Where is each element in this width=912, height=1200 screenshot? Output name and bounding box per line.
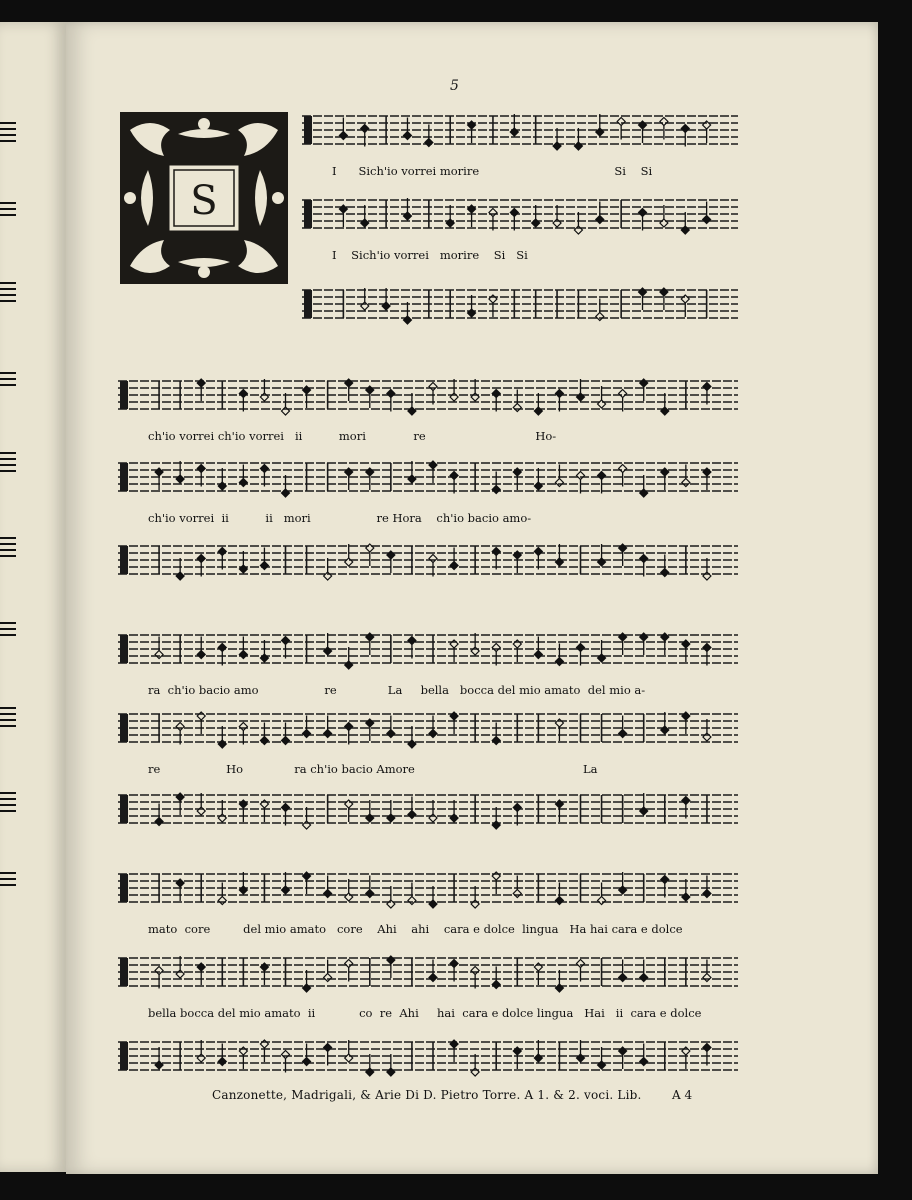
staff-4: [118, 373, 738, 423]
note: [661, 407, 669, 415]
note: [345, 661, 353, 669]
note: [345, 379, 353, 387]
clef: [304, 200, 312, 228]
staff-6: [118, 538, 738, 588]
note: [429, 730, 437, 738]
signature-mark: A 4: [672, 1088, 693, 1102]
note: [471, 967, 479, 975]
note: [640, 974, 648, 982]
clef: [304, 116, 312, 144]
note: [555, 984, 563, 992]
note: [596, 313, 604, 321]
clef: [120, 635, 128, 663]
note: [513, 640, 521, 648]
note: [239, 800, 247, 808]
note: [703, 121, 711, 129]
note: [218, 1058, 226, 1066]
note: [492, 981, 500, 989]
note: [534, 407, 542, 415]
note: [408, 740, 416, 748]
note: [197, 1054, 205, 1062]
note: [260, 465, 268, 473]
note: [492, 390, 500, 398]
note: [339, 205, 347, 213]
note: [555, 390, 563, 398]
page-number: 5: [450, 78, 459, 94]
note: [553, 219, 561, 227]
note: [387, 900, 395, 908]
note: [450, 960, 458, 968]
note: [619, 730, 627, 738]
note: [450, 562, 458, 570]
note: [639, 288, 647, 296]
note: [577, 644, 585, 652]
note: [361, 125, 369, 133]
staff-7: [118, 627, 738, 677]
note: [555, 800, 563, 808]
note: [197, 712, 205, 720]
note: [324, 572, 332, 580]
note: [155, 818, 163, 826]
note: [510, 128, 518, 136]
note: [361, 219, 369, 227]
clef: [120, 463, 128, 491]
note: [239, 1047, 247, 1055]
note: [703, 890, 711, 898]
note: [282, 804, 290, 812]
note: [361, 302, 369, 310]
note: [661, 633, 669, 641]
note: [408, 637, 416, 645]
note: [703, 974, 711, 982]
note: [619, 974, 627, 982]
note: [339, 132, 347, 140]
note: [403, 316, 411, 324]
note: [345, 893, 353, 901]
note: [239, 723, 247, 731]
note: [303, 386, 311, 394]
note: [682, 1047, 690, 1055]
staff-10: [118, 866, 738, 916]
note: [429, 900, 437, 908]
note: [450, 640, 458, 648]
note: [429, 814, 437, 822]
note: [403, 212, 411, 220]
note: [450, 1040, 458, 1048]
note: [429, 461, 437, 469]
note: [429, 383, 437, 391]
note: [598, 1061, 606, 1069]
clef: [120, 1042, 128, 1070]
note: [366, 633, 374, 641]
note: [492, 821, 500, 829]
note: [574, 226, 582, 234]
note: [661, 726, 669, 734]
note: [176, 723, 184, 731]
clef: [304, 290, 312, 318]
note: [492, 548, 500, 556]
note: [260, 393, 268, 401]
note: [555, 658, 563, 666]
note: [661, 569, 669, 577]
clef: [120, 958, 128, 986]
lyric-line-11: bella bocca del mio amato ii co re Ahi hai cara e dolce lingua Hai ii cara e dolce: [148, 1006, 702, 1020]
note: [239, 479, 247, 487]
note: [324, 1044, 332, 1052]
note: [534, 963, 542, 971]
note: [345, 1054, 353, 1062]
note: [324, 647, 332, 655]
note: [324, 730, 332, 738]
note: [703, 468, 711, 476]
note: [366, 890, 374, 898]
note: [197, 807, 205, 815]
note: [425, 139, 433, 147]
note: [640, 379, 648, 387]
note: [598, 897, 606, 905]
note: [260, 562, 268, 570]
note: [450, 472, 458, 480]
note: [260, 1040, 268, 1048]
note: [619, 465, 627, 473]
note: [387, 390, 395, 398]
note: [617, 118, 625, 126]
note: [703, 1044, 711, 1052]
note: [639, 121, 647, 129]
lyric-line-7: ra ch'io bacio amo re La bella bocca del mio amato del mio a-: [148, 683, 646, 697]
note: [282, 1051, 290, 1059]
note: [661, 876, 669, 884]
note: [366, 544, 374, 552]
note: [703, 216, 711, 224]
note: [155, 651, 163, 659]
note: [555, 719, 563, 727]
lyric-line-1: I Sich'io vorrei morire Si Si: [332, 164, 653, 178]
note: [282, 886, 290, 894]
note: [640, 489, 648, 497]
note: [176, 475, 184, 483]
lyric-line-5: ch'io vorrei ii ii mori re Hora ch'io bacio amo-: [148, 511, 532, 525]
note: [682, 479, 690, 487]
note: [387, 730, 395, 738]
note: [345, 800, 353, 808]
note: [492, 644, 500, 652]
note: [492, 737, 500, 745]
note: [682, 797, 690, 805]
note: [239, 651, 247, 659]
note: [408, 475, 416, 483]
note: [197, 465, 205, 473]
note: [282, 489, 290, 497]
note: [218, 740, 226, 748]
note: [366, 719, 374, 727]
note: [661, 468, 669, 476]
note: [577, 960, 585, 968]
note: [577, 393, 585, 401]
lyric-line-8: re Ho ra ch'io bacio Amore La: [148, 762, 598, 776]
note: [555, 897, 563, 905]
footer-title: Canzonette, Madrigali, & Arie Di D. Pietro Torre. A 1. & 2. voci. Lib.: [212, 1088, 642, 1102]
note: [176, 572, 184, 580]
note: [218, 644, 226, 652]
note: [450, 393, 458, 401]
staff-1: [302, 108, 738, 158]
note: [639, 209, 647, 217]
note: [403, 132, 411, 140]
note: [513, 804, 521, 812]
initial-letter: S: [190, 178, 218, 224]
note: [260, 737, 268, 745]
note: [598, 472, 606, 480]
note: [408, 897, 416, 905]
note: [510, 209, 518, 217]
note: [282, 407, 290, 415]
note: [513, 1047, 521, 1055]
note: [450, 712, 458, 720]
left-page-music-fragments: [0, 22, 30, 1172]
note: [598, 558, 606, 566]
note: [303, 821, 311, 829]
staff-12: [118, 1034, 738, 1084]
note: [534, 1054, 542, 1062]
note: [345, 468, 353, 476]
note: [429, 555, 437, 563]
note: [218, 482, 226, 490]
note: [260, 654, 268, 662]
note: [471, 647, 479, 655]
clef: [120, 381, 128, 409]
note: [260, 963, 268, 971]
note: [468, 205, 476, 213]
note: [387, 814, 395, 822]
note: [703, 733, 711, 741]
note: [218, 814, 226, 822]
note: [471, 393, 479, 401]
note: [260, 800, 268, 808]
clef: [120, 714, 128, 742]
note: [345, 960, 353, 968]
note: [681, 226, 689, 234]
note: [197, 651, 205, 659]
note: [619, 544, 627, 552]
note: [468, 309, 476, 317]
note: [513, 468, 521, 476]
note: [303, 1058, 311, 1066]
note: [489, 209, 497, 217]
note: [324, 890, 332, 898]
lyric-line-4: ch'io vorrei ch'io vorrei ii mori re Ho-: [148, 429, 557, 443]
staff-9: [118, 787, 738, 837]
note: [682, 712, 690, 720]
note: [619, 633, 627, 641]
note: [534, 651, 542, 659]
note: [660, 219, 668, 227]
note: [577, 472, 585, 480]
note: [640, 807, 648, 815]
note: [660, 118, 668, 126]
note: [345, 723, 353, 731]
note: [555, 479, 563, 487]
clef: [120, 546, 128, 574]
note: [574, 142, 582, 150]
note: [366, 814, 374, 822]
note: [239, 886, 247, 894]
note: [176, 793, 184, 801]
note: [534, 548, 542, 556]
note: [155, 967, 163, 975]
note: [513, 890, 521, 898]
note: [366, 1068, 374, 1076]
note: [155, 1061, 163, 1069]
note: [324, 974, 332, 982]
note: [366, 468, 374, 476]
note: [598, 400, 606, 408]
note: [471, 900, 479, 908]
note: [682, 893, 690, 901]
note: [176, 970, 184, 978]
staff-2: [302, 192, 738, 242]
note: [640, 1058, 648, 1066]
note: [640, 633, 648, 641]
note: [450, 814, 458, 822]
lyric-line-2: I Sich'io vorrei morire Si Si: [332, 248, 528, 262]
note: [619, 1047, 627, 1055]
note: [303, 984, 311, 992]
note: [660, 288, 668, 296]
note: [471, 1068, 479, 1076]
note: [703, 383, 711, 391]
note: [468, 121, 476, 129]
note: [619, 886, 627, 894]
staff-3: [302, 282, 738, 332]
note: [489, 295, 497, 303]
note: [282, 737, 290, 745]
note: [492, 872, 500, 880]
note: [239, 390, 247, 398]
note: [513, 404, 521, 412]
decorated-initial: [118, 110, 290, 286]
note: [387, 1068, 395, 1076]
note: [681, 125, 689, 133]
note: [703, 572, 711, 580]
staff-8: [118, 706, 738, 756]
note: [282, 637, 290, 645]
note: [218, 548, 226, 556]
note: [492, 486, 500, 494]
note: [619, 390, 627, 398]
note: [387, 551, 395, 559]
note: [197, 963, 205, 971]
lyric-line-10: mato core del mio amato core Ahi ahi cara e dolce lingua Ha hai cara e dolce: [148, 922, 683, 936]
note: [596, 128, 604, 136]
adjacent-left-page: [0, 22, 68, 1172]
note: [640, 555, 648, 563]
note: [303, 872, 311, 880]
note: [446, 219, 454, 227]
note: [703, 644, 711, 652]
note: [596, 216, 604, 224]
note: [176, 879, 184, 887]
note: [218, 897, 226, 905]
note: [682, 640, 690, 648]
note: [197, 555, 205, 563]
note: [577, 1054, 585, 1062]
note: [387, 956, 395, 964]
note: [429, 974, 437, 982]
note: [681, 295, 689, 303]
note: [553, 142, 561, 150]
note: [555, 558, 563, 566]
note: [345, 558, 353, 566]
note: [366, 386, 374, 394]
note: [408, 407, 416, 415]
note: [532, 219, 540, 227]
note: [303, 730, 311, 738]
note: [408, 811, 416, 819]
note: [239, 565, 247, 573]
staff-5: [118, 455, 738, 505]
clef: [120, 874, 128, 902]
note: [534, 482, 542, 490]
note: [598, 654, 606, 662]
clef: [120, 795, 128, 823]
note: [513, 551, 521, 559]
note: [155, 468, 163, 476]
staff-11: [118, 950, 738, 1000]
note: [197, 379, 205, 387]
note: [382, 302, 390, 310]
